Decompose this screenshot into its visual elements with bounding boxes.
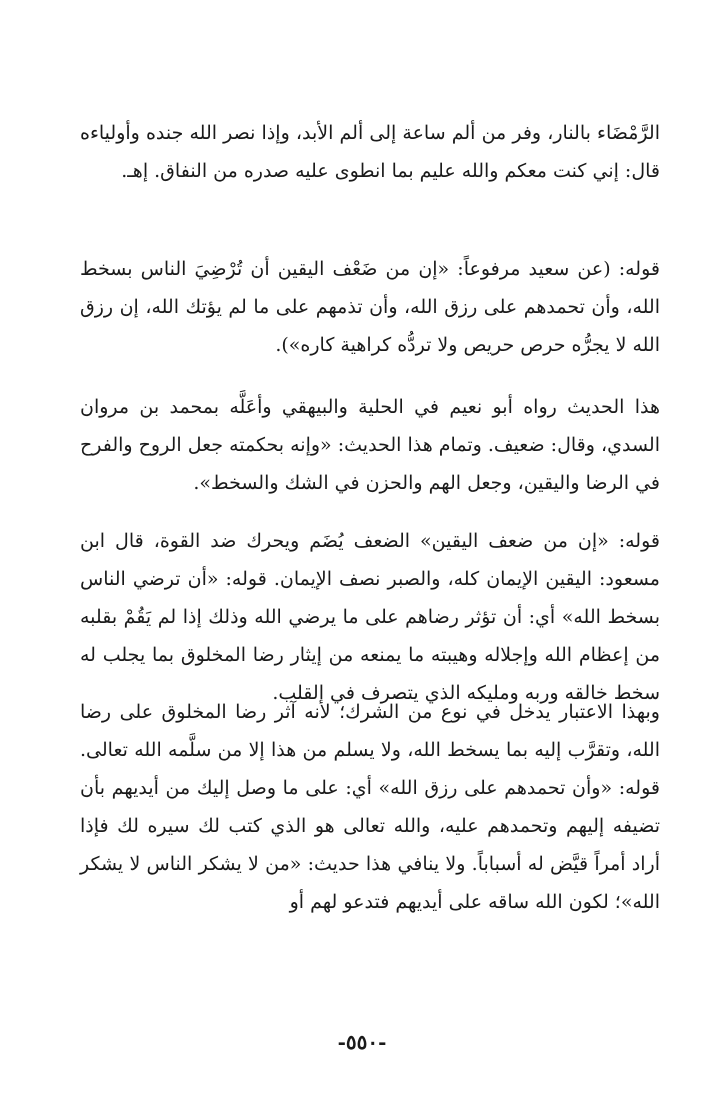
paragraph-text: هذا الحديث رواه أبو نعيم في الحلية والبيهقي وأعَلَّه بمحمد بن مروان السدي، وقال: ضعيف. وتمام هذا الحديث: «وإنه بحكمته جعل الروح والفرح في الرضا واليقين، وجعل الهم والحزن في الشك والسخط».: [80, 396, 660, 494]
paragraph-text: الرَّمْضَاء بالنار، وفر من ألم ساعة إلى ألم الأبد، وإذا نصر الله جنده وأولياءه قال: إني كنت معكم والله عليم بما انطوى عليه صدره من النفاق. إهـ.: [80, 122, 660, 182]
page-number: -٥٥٠-: [337, 1030, 387, 1054]
paragraph: [80, 522, 660, 712]
paragraph: [80, 114, 660, 190]
paragraph-text: قوله: (عن سعيد مرفوعاً: «إن من ضَعْف اليقين أن تُرْضِيَ الناس بسخط الله، وأن تحمدهم على رزق الله، وأن تذمهم على ما لم يؤتك الله، إن رزق الله لا يجرُّه حرص حريص ولا تردُّه كراهية كاره»).: [80, 258, 660, 356]
paragraph-text: قوله: «إن من ضعف اليقين» الضعف يُضَم ويحرك ضد القوة، قال ابن مسعود: اليقين الإيمان كله، والصبر نصف الإيمان. قوله: «أن ترضي الناس بسخط الله» أي: أن تؤثر رضاهم على ما يرضي الله وذلك إذا لم يَقُمْ بقلبه من إعظام الله وإجلاله وهيبته ما يمنعه من إيثار رضا المخلوق بما يجلب له سخط خالقه وربه ومليكه الذي يتصرف في القلب.: [80, 530, 660, 704]
paragraph: [80, 693, 660, 921]
paragraph-text: وبهذا الاعتبار يدخل في نوع من الشرك؛ لأنه آثر رضا المخلوق على رضا الله، وتقرَّب إليه بما يسخط الله، ولا يسلم من هذا إلا من سلَّمه الله تعالى. قوله: «وأن تحمدهم على رزق الله» أي: على ما وصل إليك من أيديهم بأن تضيفه إليهم وتحمدهم عليه، والله تعالى هو الذي كتب لك سيره لك فإذا أراد أمراً قيَّض له أسباباً. ولا ينافي هذا حديث: «من لا يشكر الناس لا يشكر الله»؛ لكون الله ساقه على أيديهم فتدعو لهم أو: [80, 701, 660, 913]
paragraph: [80, 250, 660, 364]
paragraph: [80, 388, 660, 502]
